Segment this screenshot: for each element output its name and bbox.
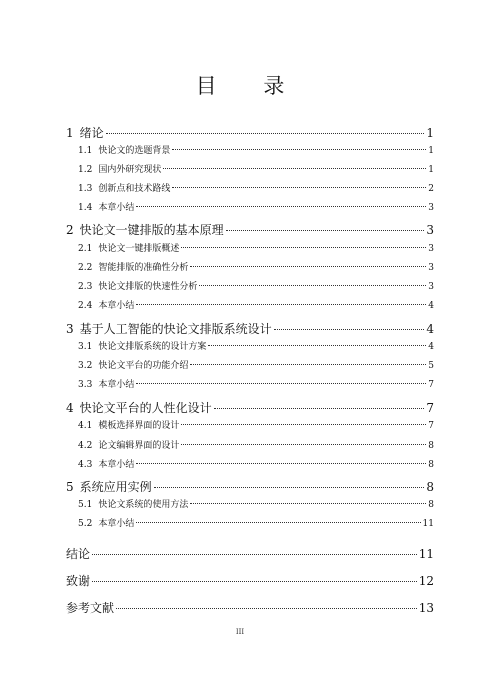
toc-entry-number: 5 (66, 480, 74, 494)
toc-entry-page: 3 (426, 223, 434, 237)
toc-entry-label: 快论文一键排版的基本原理 (79, 223, 224, 237)
toc-entry-page: 8 (428, 500, 434, 510)
toc-leader-dots (136, 304, 426, 305)
toc-leader-dots (92, 581, 417, 582)
toc-entry-label: 创新点和技术路线 (98, 184, 171, 194)
toc-entry-number: 4.1 (78, 421, 93, 431)
toc-leader-dots (181, 247, 426, 248)
toc-entry-label: 绪论 (79, 126, 104, 140)
toc-leader-dots (154, 487, 425, 488)
toc-entry-number: 3.1 (78, 342, 93, 352)
toc-entry-page: 5 (428, 361, 434, 371)
toc-entry-number: 1.1 (78, 146, 93, 156)
toc-leader-dots (199, 285, 426, 286)
toc-entry[interactable] (66, 124, 434, 141)
toc-leader-dots (274, 329, 425, 330)
toc-entry[interactable] (78, 457, 434, 470)
toc-leader-dots (116, 608, 417, 609)
toc-entry-number: 5.2 (78, 519, 93, 529)
toc-entry-page: 4 (428, 301, 434, 311)
toc-entry-page: 2 (428, 184, 434, 194)
toc-entry-label: 本章小结 (98, 460, 135, 470)
toc-entry-label: 快论文的选题背景 (98, 146, 171, 156)
toc-leader-dots (226, 230, 425, 231)
toc-leader-dots (163, 168, 426, 169)
toc-leader-dots (106, 133, 425, 134)
toc-leader-dots (181, 424, 426, 425)
toc-entry[interactable] (66, 545, 434, 562)
toc-entry-label: 快论文平台的功能介绍 (98, 361, 189, 371)
toc-entry-label: 快论文系统的使用方法 (98, 500, 189, 510)
toc-entry[interactable] (78, 438, 434, 451)
toc-entry-number: 1.3 (78, 184, 93, 194)
toc-entry[interactable] (66, 399, 434, 416)
toc-entry-page: 11 (418, 547, 434, 561)
toc-entry-label: 快论文排版系统的设计方案 (98, 342, 207, 352)
toc-leader-dots (136, 206, 426, 207)
toc-entry-page: 8 (428, 460, 434, 470)
toc-entry-number: 3 (66, 322, 74, 336)
toc-entry[interactable] (66, 320, 434, 337)
toc-entry-label: 本章小结 (98, 203, 135, 213)
toc-leader-dots (136, 522, 420, 523)
toc-entry-page: 3 (428, 244, 434, 254)
toc-entry[interactable] (78, 377, 434, 390)
toc-entry[interactable] (78, 143, 434, 156)
toc-entry-label: 系统应用实例 (79, 480, 152, 494)
toc-entry-page: 4 (426, 322, 434, 336)
toc-leader-dots (190, 364, 426, 365)
toc-entry-number: 2.3 (78, 282, 93, 292)
toc-entry[interactable] (78, 260, 434, 273)
toc-entry[interactable] (78, 497, 434, 510)
toc-entry-number: 1.2 (78, 165, 93, 175)
toc-entry-label: 国内外研究现状 (98, 165, 162, 175)
toc-entry-label: 基于人工智能的快论文排版系统设计 (79, 322, 272, 336)
toc-entry-label: 模板选择界面的设计 (98, 421, 180, 431)
toc-entry-label: 快论文平台的人性化设计 (79, 401, 212, 415)
toc-entry-page: 3 (428, 203, 434, 213)
toc-entry-page: 7 (428, 421, 434, 431)
toc-entry-page: 13 (418, 601, 434, 615)
toc-leader-dots (172, 149, 426, 150)
toc-entry-page: 7 (428, 380, 434, 390)
toc-entry[interactable] (66, 599, 434, 616)
toc-leader-dots (136, 463, 426, 464)
toc-entry[interactable] (66, 221, 434, 238)
toc-entry-number: 3.3 (78, 380, 93, 390)
toc-entry-number: 2.4 (78, 301, 93, 311)
toc-entry-page: 8 (426, 480, 434, 494)
toc-leader-dots (92, 554, 417, 555)
toc-entry-page: 1 (428, 146, 434, 156)
toc-entry-number: 1 (66, 126, 74, 140)
toc-entry-label: 致谢 (66, 574, 91, 588)
toc-leader-dots (208, 345, 426, 346)
toc-entry-number: 4.2 (78, 441, 93, 451)
toc-entry[interactable] (78, 418, 434, 431)
toc-entry-page: 3 (428, 263, 434, 273)
toc-entry-page: 4 (428, 342, 434, 352)
toc-leader-dots (136, 383, 426, 384)
toc-entry[interactable] (66, 572, 434, 589)
toc-entry-number: 4 (66, 401, 74, 415)
toc-leader-dots (181, 444, 426, 445)
toc-entry[interactable] (78, 339, 434, 352)
toc-entry-label: 论文编辑界面的设计 (98, 441, 180, 451)
toc-entry-label: 本章小结 (98, 301, 135, 311)
toc-entry-label: 智能排版的准确性分析 (98, 263, 189, 273)
toc-entry-label: 快论文一键排版概述 (98, 244, 180, 254)
toc-entry-label: 结论 (66, 547, 91, 561)
toc-entry-number: 2.2 (78, 263, 93, 273)
toc-entry-page: 3 (428, 282, 434, 292)
toc-entry-number: 2.1 (78, 244, 93, 254)
toc-entry-label: 快论文排版的快速性分析 (98, 282, 198, 292)
toc-entry[interactable] (78, 181, 434, 194)
toc-entry[interactable] (78, 162, 434, 175)
page-title: 目 录 (195, 74, 305, 98)
toc-entry[interactable] (78, 279, 434, 292)
toc-entry-label: 本章小结 (98, 519, 135, 529)
toc-entry-label: 本章小结 (98, 380, 135, 390)
toc-entry-number: 2 (66, 223, 74, 237)
toc-entry[interactable] (78, 516, 434, 529)
toc-leader-dots (214, 408, 425, 409)
toc-leader-dots (190, 266, 426, 267)
toc-entry-page: 12 (418, 574, 434, 588)
toc-entry[interactable] (66, 478, 434, 495)
toc-leader-dots (172, 187, 426, 188)
toc-entry[interactable] (78, 298, 434, 311)
toc-entry-page: 8 (428, 441, 434, 451)
toc-entry[interactable] (78, 241, 434, 254)
toc-entry-page: 1 (428, 165, 434, 175)
page-number: III (235, 628, 245, 636)
toc-entry-page: 1 (426, 126, 434, 140)
toc-entry[interactable] (78, 358, 434, 371)
toc-entry-number: 4.3 (78, 460, 93, 470)
toc-entry-page: 11 (422, 519, 434, 529)
toc-entry-number: 5.1 (78, 500, 93, 510)
toc-entry[interactable] (78, 200, 434, 213)
toc-leader-dots (190, 503, 426, 504)
toc-entry-number: 1.4 (78, 203, 93, 213)
toc-entry-page: 7 (426, 401, 434, 415)
toc-entry-label: 参考文献 (66, 601, 115, 615)
toc-entry-number: 3.2 (78, 361, 93, 371)
